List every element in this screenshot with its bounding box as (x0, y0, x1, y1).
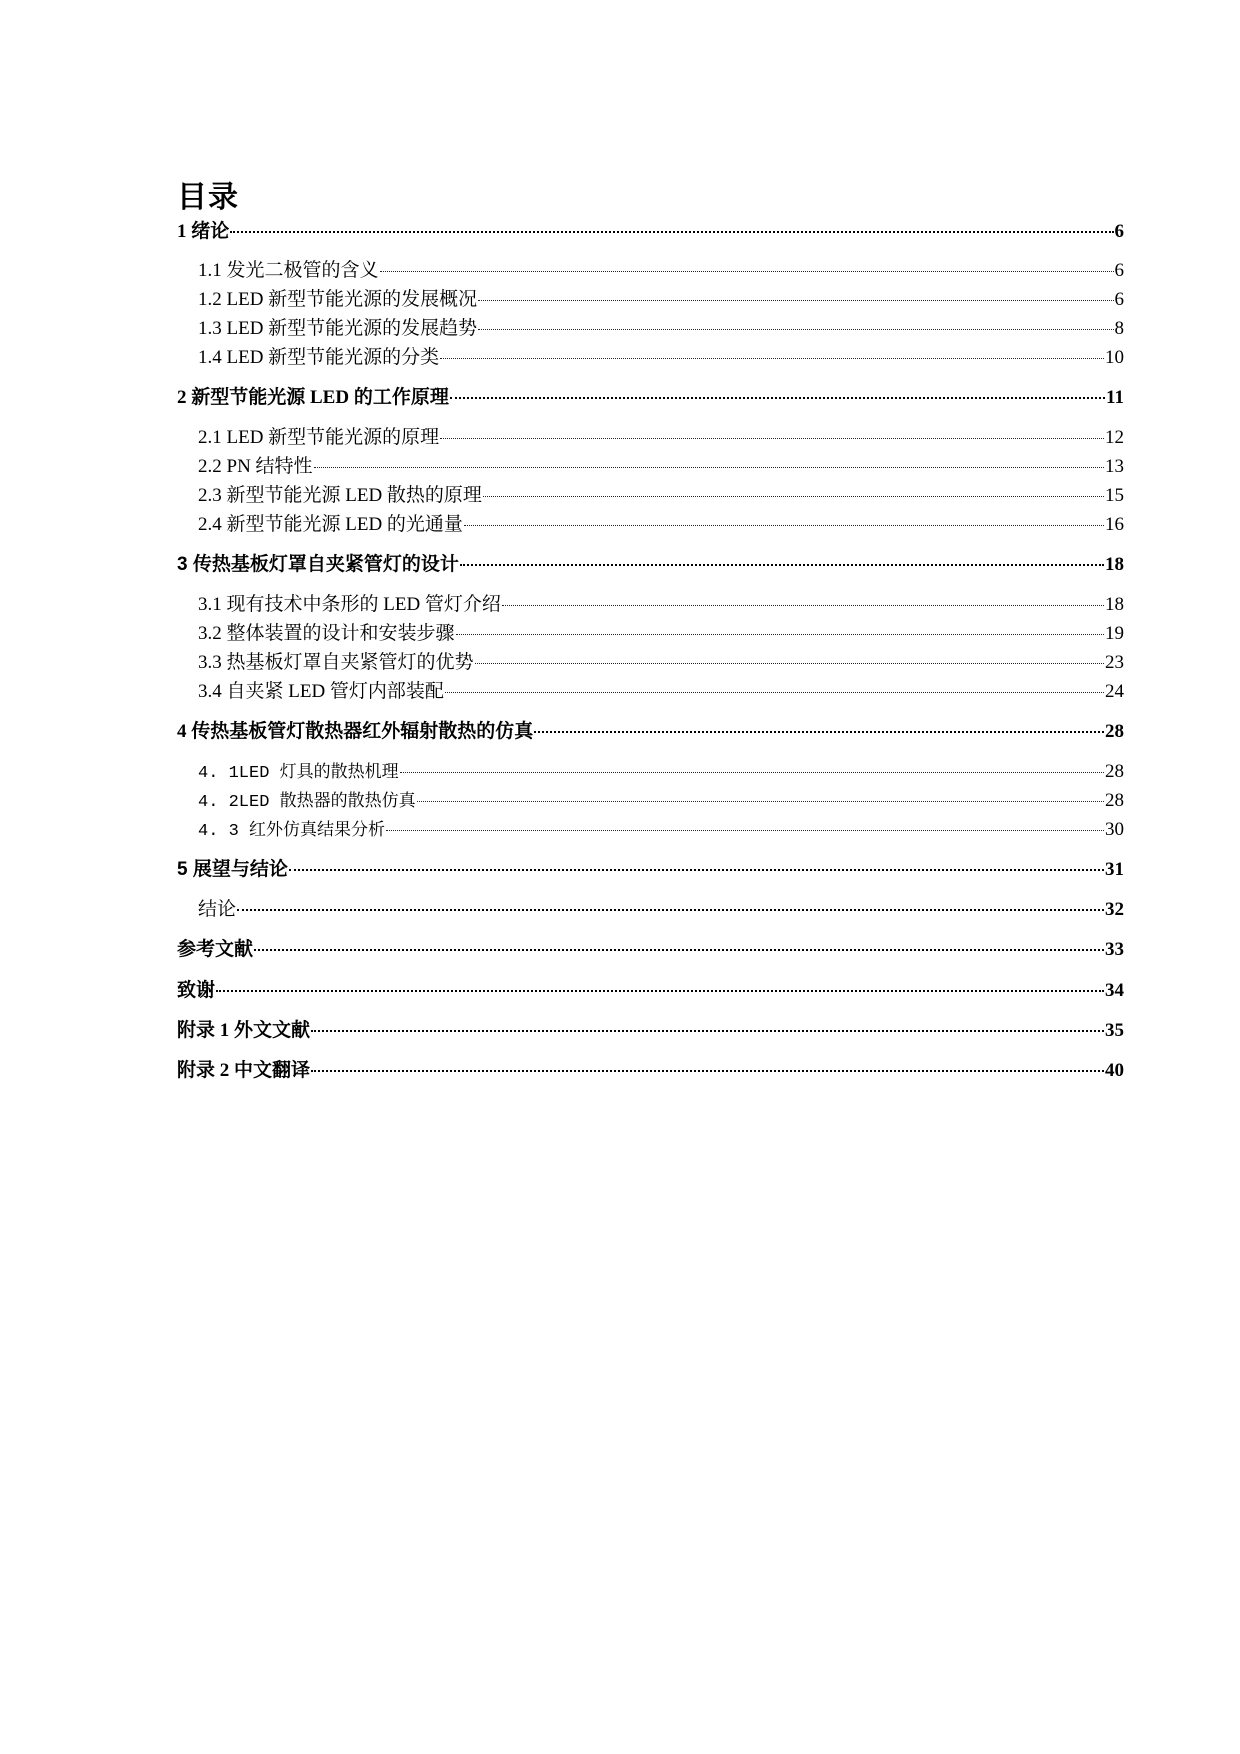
dot-leader (230, 231, 1113, 233)
toc-entry-label: 2.4 新型节能光源 LED 的光通量 (198, 514, 463, 535)
dot-leader (534, 731, 1104, 733)
toc-entry-page: 23 (1105, 652, 1124, 673)
toc-entry-4-2[interactable] (177, 788, 1124, 814)
toc-entry-label: 1.4 LED 新型节能光源的分类 (198, 347, 440, 368)
toc-entry-label: 1.3 LED 新型节能光源的发展趋势 (198, 318, 478, 339)
toc-entry-label: 3.3 热基板灯罩自夹紧管灯的优势 (198, 652, 474, 673)
toc-entry-ch2[interactable] (177, 385, 1124, 411)
toc-entry-page: 6 (1114, 289, 1124, 310)
toc-entry-label: 1.1 发光二极管的含义 (198, 260, 379, 281)
toc-entry-page: 31 (1105, 859, 1124, 880)
toc-entry-3-4[interactable] (177, 679, 1124, 705)
toc-entry-page: 6 (1114, 260, 1124, 281)
toc-entry-page: 35 (1105, 1020, 1124, 1041)
toc-entry-3-2[interactable] (177, 621, 1124, 647)
toc-entry-page: 24 (1105, 681, 1124, 702)
toc-entry-label: 附录 2 中文翻译 (177, 1060, 311, 1081)
toc-entry-conclusion[interactable] (177, 897, 1124, 923)
toc-entry-label: 3 传热基板灯罩自夹紧管灯的设计 (177, 554, 459, 575)
dot-leader (475, 663, 1104, 664)
toc-entry-page: 32 (1105, 899, 1124, 920)
dot-leader (456, 634, 1104, 635)
toc-entry-page: 40 (1105, 1060, 1124, 1081)
toc-entry-page: 16 (1105, 514, 1124, 535)
toc-entry-page: 12 (1105, 427, 1124, 448)
toc-entry-page: 19 (1105, 623, 1124, 644)
toc-entry-2-3[interactable] (177, 483, 1124, 509)
toc-title: 目录 (177, 181, 239, 214)
toc-entry-label: 4. 1LED 灯具的散热机理 (198, 764, 399, 783)
toc-entry-page: 15 (1105, 485, 1124, 506)
toc-entry-label: 2.2 PN 结特性 (198, 456, 313, 477)
toc-entry-references[interactable] (177, 937, 1124, 963)
toc-entry-page: 28 (1105, 761, 1124, 782)
toc-entry-label: 3.1 现有技术中条形的 LED 管灯介绍 (198, 594, 501, 615)
dot-leader (311, 1030, 1104, 1032)
toc-entry-page: 8 (1114, 318, 1124, 339)
toc-entry-3-1[interactable] (177, 592, 1124, 618)
dot-leader (502, 605, 1104, 606)
dot-leader (314, 467, 1104, 468)
toc-entry-ch5[interactable] (177, 857, 1124, 883)
dot-leader (440, 358, 1104, 359)
toc-entry-2-1[interactable] (177, 425, 1124, 451)
toc-entry-3-3[interactable] (177, 650, 1124, 676)
toc-entry-appendix-2[interactable] (177, 1058, 1124, 1084)
toc-entry-label: 2 新型节能光源 LED 的工作原理 (177, 387, 449, 408)
toc-entry-ch4[interactable] (177, 719, 1124, 745)
dot-leader (445, 692, 1104, 693)
dot-leader (478, 300, 1113, 301)
toc-entry-label: 1 绪论 (177, 221, 230, 242)
toc-entry-ch1[interactable] (177, 219, 1124, 245)
toc-entry-4-1[interactable] (177, 759, 1124, 785)
toc-entry-acknowledgements[interactable] (177, 978, 1124, 1004)
toc-entry-label: 附录 1 外文文献 (177, 1020, 311, 1041)
toc-entry-page: 28 (1105, 790, 1124, 811)
dot-leader (400, 772, 1104, 773)
toc-entry-page: 33 (1105, 939, 1124, 960)
dot-leader (289, 869, 1104, 871)
toc-entry-label: 3.4 自夹紧 LED 管灯内部装配 (198, 681, 444, 702)
toc-entry-page: 18 (1105, 554, 1124, 575)
toc-entry-page: 11 (1106, 387, 1124, 408)
toc-entry-label: 2.1 LED 新型节能光源的原理 (198, 427, 440, 448)
toc-entry-label: 参考文献 (177, 939, 254, 960)
toc-entry-page: 30 (1105, 819, 1124, 840)
toc-entry-2-2[interactable] (177, 454, 1124, 480)
dot-leader (386, 830, 1104, 831)
toc-entry-label: 4. 2LED 散热器的散热仿真 (198, 793, 416, 812)
toc-entry-label: 3.2 整体装置的设计和安装步骤 (198, 623, 455, 644)
dot-leader (483, 496, 1104, 497)
dot-leader (464, 525, 1104, 526)
toc-entry-1-4[interactable] (177, 345, 1124, 371)
dot-leader (460, 564, 1104, 566)
toc-entry-appendix-1[interactable] (177, 1018, 1124, 1044)
toc-entry-page: 13 (1105, 456, 1124, 477)
toc-entry-label: 结论 (198, 899, 237, 920)
dot-leader (311, 1070, 1104, 1072)
toc-entry-2-4[interactable] (177, 512, 1124, 538)
toc-entry-page: 18 (1105, 594, 1124, 615)
toc-entry-page: 34 (1105, 980, 1124, 1001)
toc-entry-label: 4. 3 红外仿真结果分析 (198, 822, 386, 841)
toc-entry-4-3[interactable] (177, 817, 1124, 843)
toc-entry-page: 6 (1114, 221, 1124, 242)
toc-entry-label: 4 传热基板管灯散热器红外辐射散热的仿真 (177, 721, 534, 742)
toc-entry-1-3[interactable] (177, 316, 1124, 342)
toc-entry-page: 10 (1105, 347, 1124, 368)
toc-entry-label: 2.3 新型节能光源 LED 散热的原理 (198, 485, 482, 506)
dot-leader (254, 949, 1104, 951)
dot-leader (417, 801, 1104, 802)
toc-entry-label: 1.2 LED 新型节能光源的发展概况 (198, 289, 478, 310)
dot-leader (450, 397, 1105, 399)
dot-leader (237, 909, 1104, 911)
dot-leader (478, 329, 1113, 330)
toc-entry-ch3[interactable] (177, 552, 1124, 578)
toc-entry-label: 5 展望与结论 (177, 859, 288, 880)
toc-entry-1-2[interactable] (177, 287, 1124, 313)
toc-entry-1-1[interactable] (177, 258, 1124, 284)
dot-leader (380, 271, 1114, 272)
dot-leader (216, 990, 1104, 992)
toc-entry-page: 28 (1105, 721, 1124, 742)
dot-leader (440, 438, 1104, 439)
toc-entry-label: 致谢 (177, 980, 216, 1001)
